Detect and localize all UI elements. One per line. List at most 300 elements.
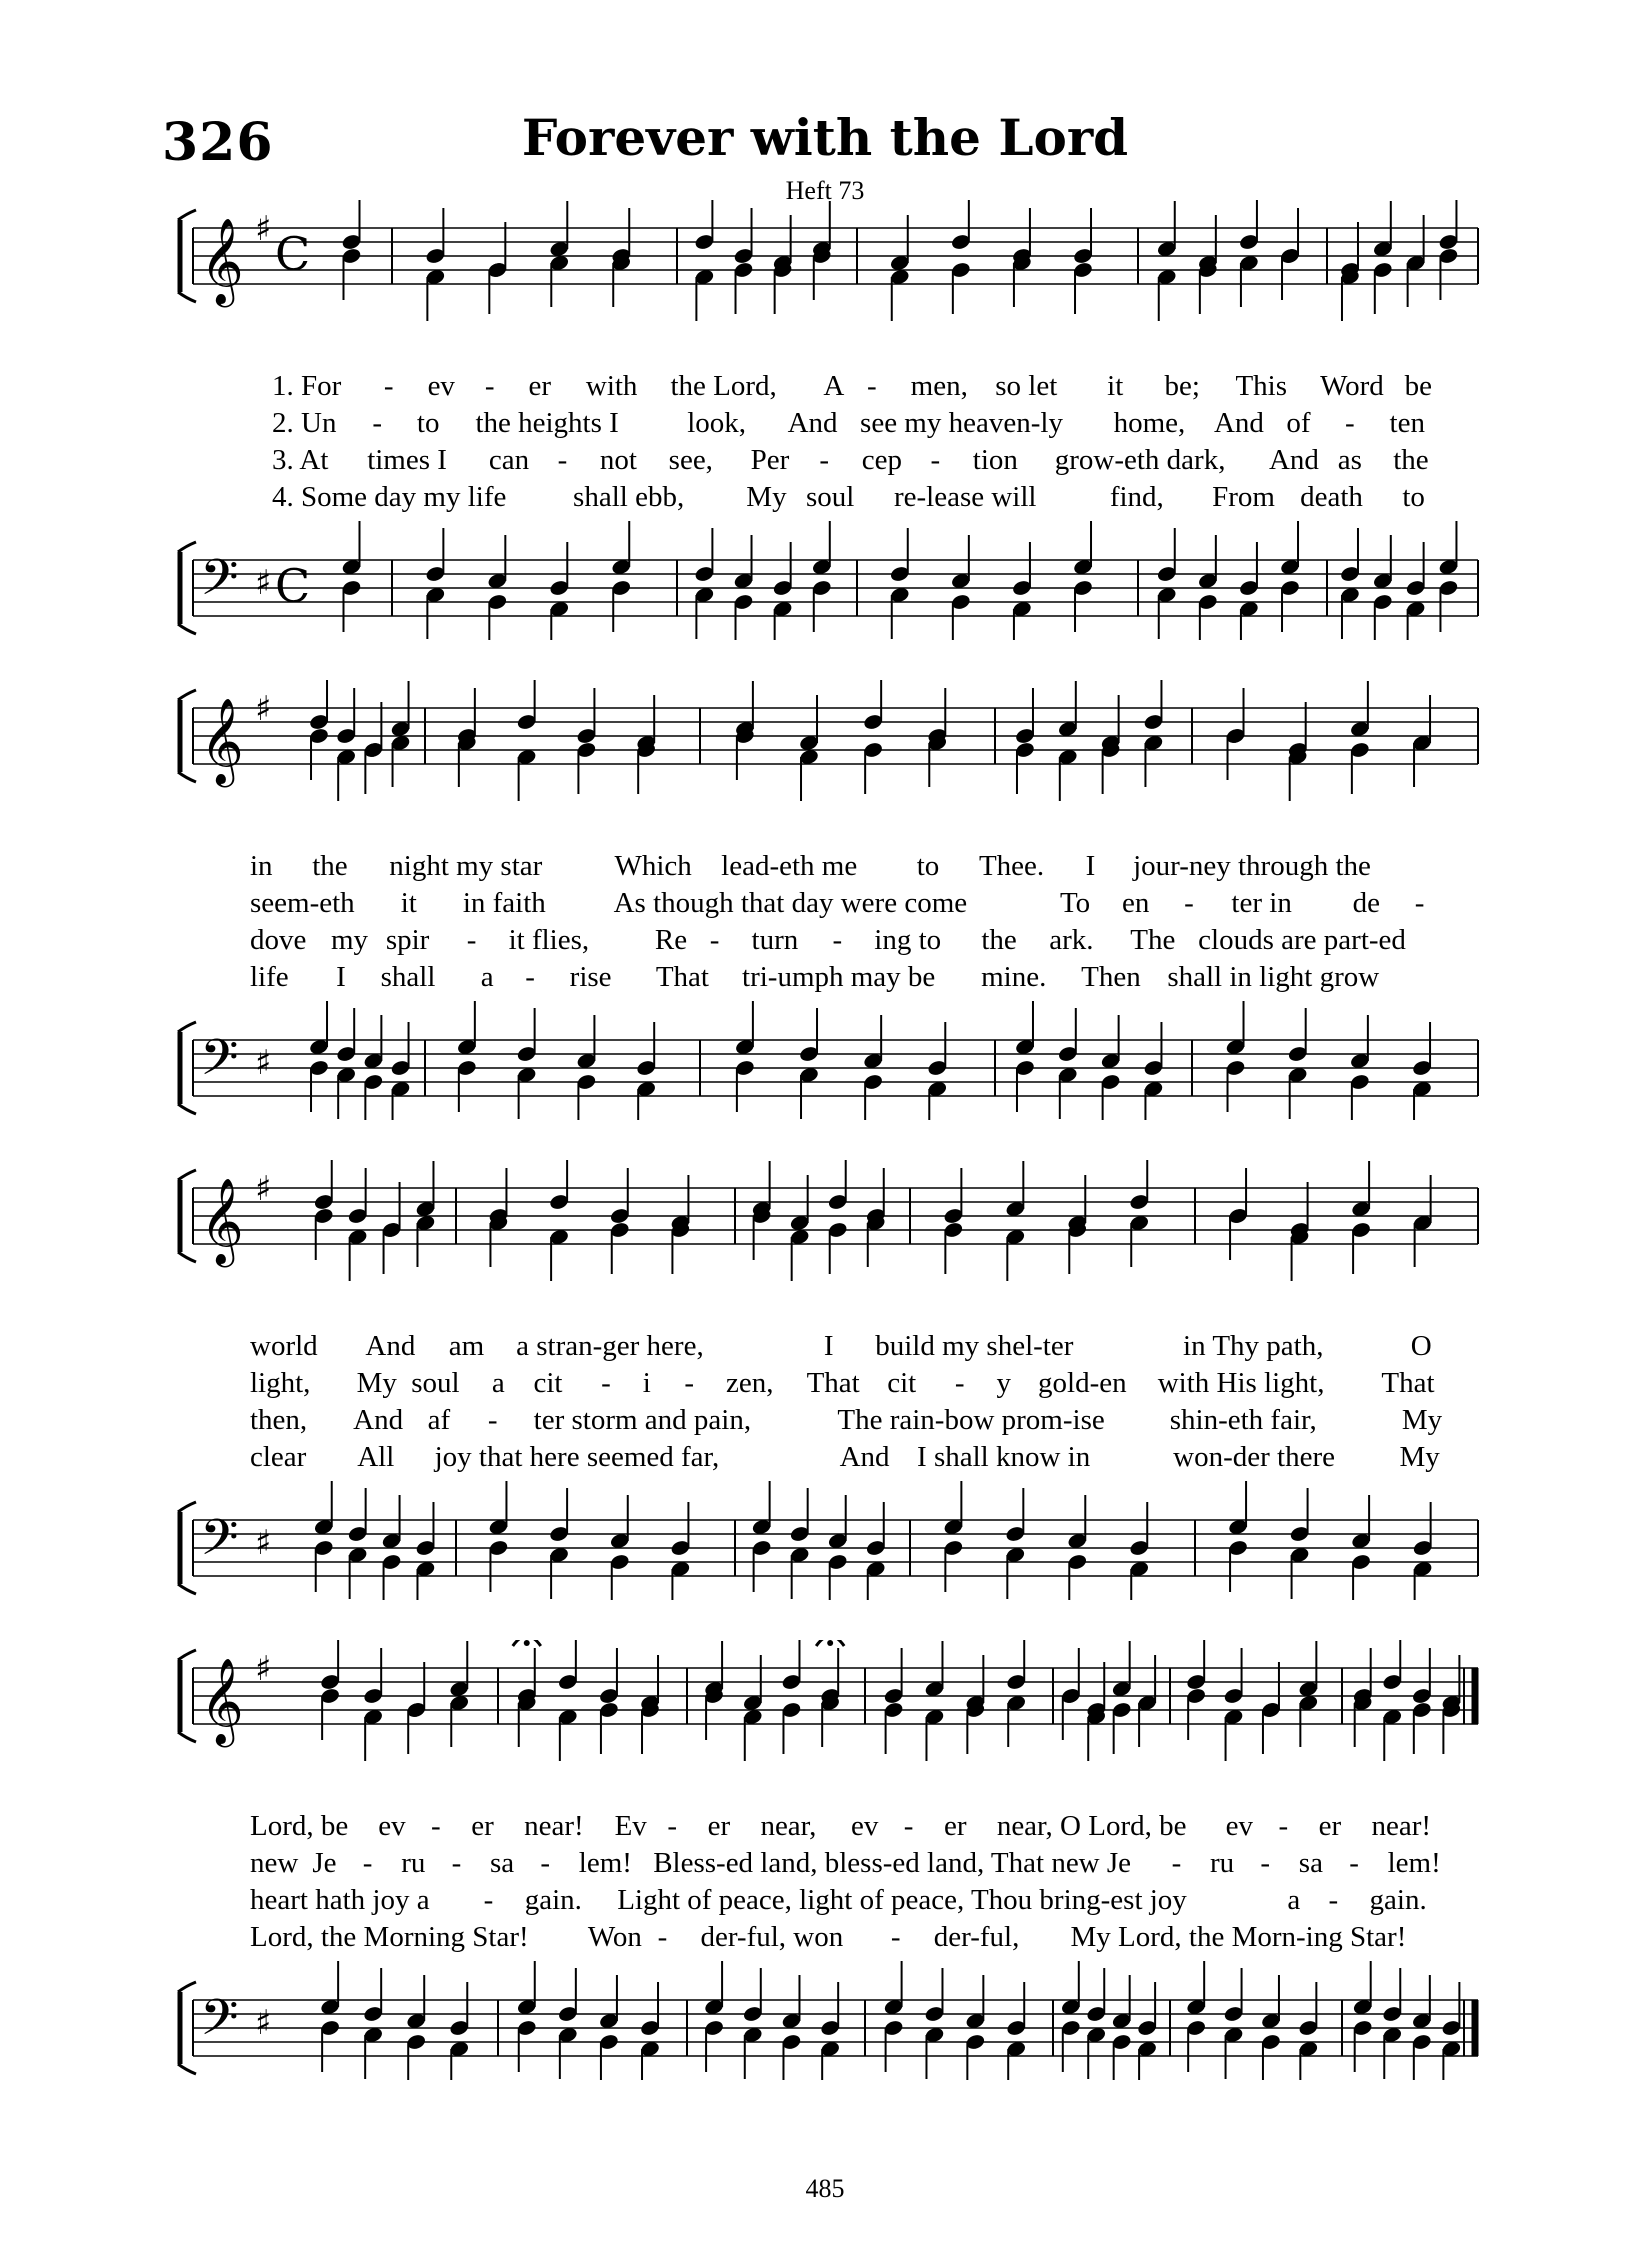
lyric-syllable: ev — [378, 1810, 406, 1842]
lyric-syllable: My — [356, 1367, 397, 1399]
lyric-syllable: joy that here seemed far, — [434, 1441, 720, 1473]
note-chord — [1072, 208, 1093, 314]
note-chord — [1289, 1182, 1310, 1281]
lyric-syllable: seem-eth — [250, 887, 355, 919]
note-chord — [1006, 1982, 1027, 2080]
lyric-syllable: My — [1401, 1404, 1443, 1436]
lyric-syllable: find, — [1109, 481, 1164, 513]
lyric-syllable: world — [250, 1330, 318, 1362]
lyric-line-verse-2 — [0, 885, 1650, 921]
lyric-syllable: - — [819, 444, 830, 476]
lyric-syllable: sa — [490, 1847, 515, 1879]
lyric-syllable: home, — [1113, 407, 1186, 439]
note-chord — [1223, 1968, 1244, 2079]
lyric-syllable: - — [667, 1810, 678, 1842]
lyric-syllable: - — [709, 924, 720, 956]
note-chord — [1412, 1502, 1433, 1600]
lyric-line-verse-1 — [0, 368, 1650, 404]
lyric-syllable: shall in light grow — [1167, 961, 1380, 993]
note-chord — [598, 1648, 619, 1754]
lyric-syllable: Thee. — [978, 850, 1045, 882]
note-chord — [557, 1968, 578, 2079]
lyric-syllable: am — [448, 1330, 485, 1362]
lyric-syllable: er — [528, 370, 552, 402]
music-system-4 — [0, 1640, 1650, 2080]
lyric-syllable: - — [383, 370, 394, 402]
note-chord — [1006, 1640, 1027, 1747]
lyric-syllable: it — [1107, 370, 1124, 402]
note-chord — [772, 542, 793, 640]
note-chord — [516, 680, 537, 801]
lyric-syllable: the Lord, — [670, 370, 777, 402]
lyric-syllable: To — [1059, 887, 1091, 919]
note-chord — [1287, 702, 1308, 801]
note-chord — [1005, 1161, 1026, 1281]
time-signature: C — [275, 559, 311, 613]
note-chord — [1129, 1160, 1150, 1267]
lyric-syllable: - — [1349, 1847, 1359, 1879]
note-chord — [1223, 1648, 1244, 1761]
lyric-syllable: This — [1235, 370, 1288, 402]
lyric-syllable: 1. For — [272, 370, 342, 402]
lyric-syllable: soul — [411, 1367, 460, 1399]
note-chord — [734, 681, 755, 780]
lyric-syllable: I — [823, 1330, 834, 1362]
lyric-syllable: And — [839, 1441, 890, 1473]
note-chord — [1382, 1640, 1403, 1761]
note-chord — [1086, 1968, 1107, 2079]
note-chord — [811, 201, 832, 300]
lyric-syllable: to — [1402, 481, 1425, 513]
note-chord — [415, 1161, 436, 1267]
note-chord — [742, 1655, 763, 1761]
bracket-hook — [178, 772, 196, 782]
lyric-syllable: - — [451, 1847, 462, 1879]
lyric-syllable: - — [1184, 887, 1194, 919]
note-chord — [1382, 1968, 1403, 2079]
lyric-syllable: shall ebb, — [573, 481, 685, 513]
lyric-syllable: clouds are part-ed — [1198, 924, 1406, 956]
bracket-hook — [178, 1732, 196, 1742]
lyric-syllable: Je — [312, 1847, 337, 1879]
lyric-line-verse-2 — [0, 405, 1650, 441]
lyric-syllable: 4. Some day my life — [272, 481, 507, 513]
note-chord — [1011, 208, 1032, 307]
lyric-line-verse-1 — [0, 1328, 1650, 1364]
lyric-line-verse-3 — [0, 442, 1650, 478]
lyric-syllable: lem! — [1387, 1847, 1441, 1879]
note-chord — [1289, 1488, 1310, 1599]
bracket-hook — [178, 1650, 196, 1660]
lyric-syllable: a stran-ger here, — [516, 1330, 704, 1362]
note-chord — [670, 1175, 691, 1274]
lyric-line-verse-4 — [0, 1919, 1650, 1955]
note-chord — [1411, 1022, 1432, 1120]
lyric-syllable: Then — [1081, 961, 1141, 993]
lyric-syllable: night my star — [389, 850, 543, 882]
lyric-syllable: in faith — [462, 887, 546, 919]
note-chord — [889, 528, 910, 639]
lyric-syllable: And — [1213, 407, 1264, 439]
key-signature-sharp: ♯ — [255, 1649, 272, 1689]
lyric-syllable: My — [746, 481, 787, 513]
lyric-syllable: ev — [1225, 1810, 1253, 1842]
note-chord — [1111, 1641, 1132, 1754]
note-chord — [703, 1641, 724, 1740]
note-chord — [798, 695, 819, 801]
note-chord — [1100, 695, 1121, 794]
lyric-syllable: All — [357, 1441, 395, 1473]
note-chord — [313, 1160, 334, 1260]
lyric-line-verse-3 — [0, 922, 1650, 958]
lyric-syllable: - — [362, 1847, 373, 1879]
lyric-line-verse-2 — [0, 1365, 1650, 1401]
bracket-hook — [178, 542, 196, 552]
lyric-syllable: be — [1404, 370, 1433, 402]
note-chord — [1057, 681, 1078, 801]
note-chord — [636, 695, 657, 794]
lyric-syllable: shall — [380, 961, 436, 993]
key-signature-sharp: ♯ — [255, 689, 272, 729]
lyric-syllable: grow-eth dark, — [1054, 444, 1226, 476]
note-chord — [1086, 1662, 1107, 1761]
lyric-syllable: cit — [887, 1367, 917, 1399]
lyric-syllable: Won — [587, 1921, 642, 1953]
note-chord — [549, 201, 570, 307]
note-chord — [1136, 1655, 1157, 1747]
lyric-syllable: The rain-bow prom-ise — [837, 1404, 1105, 1436]
note-chord — [1129, 1502, 1150, 1600]
treble-clef: 𝄞 — [200, 698, 244, 784]
lyric-syllable: as — [1337, 444, 1362, 476]
lyric-syllable: ev — [427, 370, 455, 402]
lyric-syllable: sa — [1298, 1847, 1323, 1879]
lyric-syllable: with His light, — [1157, 1367, 1325, 1399]
lyric-syllable: - — [684, 1367, 694, 1399]
lyric-syllable: gain. — [524, 1884, 582, 1916]
lyric-syllable: the — [312, 850, 348, 882]
note-chord — [927, 688, 948, 787]
lyric-syllable: Re — [654, 924, 688, 956]
bracket-hook — [178, 1584, 196, 1594]
lyric-syllable: My — [1399, 1441, 1440, 1473]
note-chord — [415, 1502, 436, 1600]
note-chord — [1227, 1168, 1248, 1260]
note-chord — [1156, 528, 1177, 639]
key-signature-sharp: ♯ — [255, 2003, 272, 2043]
note-chord — [1197, 215, 1218, 314]
note-chord — [1441, 1655, 1462, 1754]
lyric-syllable: heart hath joy a — [250, 1884, 430, 1916]
note-chord — [449, 1641, 470, 1747]
bracket-hook — [178, 210, 196, 220]
note-chord — [670, 1502, 691, 1600]
lyric-syllable: be; — [1164, 370, 1200, 402]
lyric-syllable: won-der there — [1173, 1441, 1335, 1473]
lyric-syllable: tri-umph may be — [742, 961, 936, 993]
lyric-syllable: lem! — [578, 1847, 632, 1879]
note-chord — [1225, 688, 1246, 780]
note-chord — [1339, 528, 1360, 639]
lyric-syllable: That — [806, 1367, 860, 1399]
lyric-syllable: The — [1130, 924, 1176, 956]
note-chord — [381, 1182, 402, 1274]
note-chord — [456, 688, 477, 787]
lyric-syllable: O — [1410, 1330, 1432, 1362]
note-chord — [1339, 222, 1360, 321]
note-chord — [781, 1640, 802, 1754]
lyric-syllable: And — [353, 1404, 404, 1436]
lyric-syllable: er — [707, 1810, 731, 1842]
lyric-syllable: soul — [805, 481, 855, 513]
lyric-syllable: it flies, — [508, 924, 590, 956]
music-system-3 — [0, 1160, 1650, 1600]
lyric-syllable: Lord, the Morning Star! — [250, 1921, 529, 1953]
lyric-syllable: of — [1286, 407, 1311, 439]
lyric-syllable: I shall know in — [917, 1441, 1091, 1473]
note-chord — [336, 1008, 357, 1119]
note-chord — [1438, 200, 1459, 300]
note-chord — [742, 1968, 763, 2079]
lyric-syllable: - — [1328, 1884, 1339, 1916]
lyric-syllable: life — [250, 961, 289, 993]
lyric-syllable: in — [250, 850, 273, 882]
note-chord — [924, 1641, 945, 1761]
lyric-syllable: That — [655, 961, 709, 993]
lyric-syllable: near! — [1371, 1810, 1432, 1842]
note-chord — [488, 1168, 509, 1267]
hymn-number: 326 — [162, 112, 274, 173]
lyric-syllable: - — [930, 444, 941, 476]
note-chord — [639, 1655, 660, 1754]
lyric-syllable: see my heaven-ly — [860, 407, 1063, 439]
bracket-hook — [178, 2064, 196, 2074]
fermata-dot — [524, 1640, 530, 1646]
note-chord — [347, 1488, 368, 1599]
note-chord — [336, 688, 357, 801]
lyric-line-verse-1 — [0, 1808, 1650, 1844]
note-chord — [798, 1008, 819, 1119]
note-chord — [865, 1502, 886, 1600]
lyric-syllable: - — [431, 1810, 441, 1842]
note-chord — [557, 1640, 578, 1761]
note-chord — [1349, 681, 1370, 794]
lyric-syllable: in Thy path, — [1183, 1330, 1324, 1362]
lyric-syllable: gold-en — [1038, 1367, 1127, 1399]
note-chord — [425, 528, 446, 639]
lyric-syllable: ter storm and pain, — [533, 1404, 752, 1436]
note-chord — [819, 1648, 840, 1747]
fermata-dot — [827, 1640, 833, 1646]
lyric-syllable: And — [1268, 444, 1319, 476]
lyric-syllable: My Lord, the Morn-ing Star! — [1070, 1921, 1407, 1953]
lyric-syllable: look, — [687, 407, 747, 439]
note-chord — [1143, 1022, 1164, 1120]
lyric-syllable: a — [491, 1367, 505, 1399]
note-chord — [576, 688, 597, 794]
note-chord — [924, 1968, 945, 2079]
lyric-syllable: 3. At — [272, 444, 329, 476]
note-chord — [965, 1655, 986, 1754]
lyric-syllable: ru — [401, 1847, 426, 1879]
key-signature-sharp: ♯ — [255, 209, 272, 249]
lyrics-block — [0, 368, 1650, 513]
note-chord — [1405, 542, 1426, 640]
lyric-syllable: can — [488, 444, 530, 476]
note-chord — [319, 1640, 340, 1740]
lyric-line-verse-1 — [0, 848, 1650, 884]
note-chord — [1005, 1488, 1026, 1599]
lyric-syllable: - — [372, 407, 382, 439]
note-chord — [1143, 680, 1164, 787]
note-chord — [347, 1168, 368, 1281]
lyric-syllable: turn — [751, 924, 799, 956]
note-chord — [789, 1488, 810, 1599]
page-number: 485 — [805, 2174, 845, 2203]
lyric-syllable: the — [1393, 444, 1429, 476]
note-chord — [1298, 1641, 1319, 1747]
lyric-syllable: then, — [250, 1404, 308, 1436]
note-chord — [362, 1968, 383, 2079]
lyric-syllable: light, — [250, 1367, 311, 1399]
hymn-title: Forever with the Lord — [521, 108, 1129, 167]
note-chord — [341, 200, 362, 300]
note-chord — [1441, 1982, 1462, 2080]
lyric-syllable: ter in — [1231, 887, 1292, 919]
note-chord — [390, 1022, 411, 1120]
lyric-syllable: times I — [367, 444, 447, 476]
key-signature-sharp: ♯ — [255, 563, 272, 603]
note-chord — [1411, 1648, 1432, 1754]
lyric-syllable: Lord, be — [250, 1810, 349, 1842]
lyric-line-verse-4 — [0, 479, 1650, 515]
lyrics-block — [0, 848, 1650, 993]
lyric-syllable: new — [250, 1847, 299, 1879]
note-chord — [1060, 1648, 1081, 1740]
note-chord — [1260, 1662, 1281, 1754]
treble-clef: 𝄞 — [200, 1658, 244, 1744]
lyric-syllable: - — [557, 444, 568, 476]
bracket-hook — [178, 1022, 196, 1032]
lyric-syllable: rise — [569, 961, 612, 993]
note-chord — [639, 1982, 660, 2080]
lyric-syllable: a — [480, 961, 494, 993]
note-chord — [862, 680, 883, 794]
note-chord — [1067, 1175, 1088, 1274]
lyric-syllable: men, — [910, 370, 968, 402]
lyric-syllable: so let — [995, 370, 1058, 402]
note-chord — [406, 1662, 427, 1754]
bass-clef: 𝄢 — [200, 1029, 239, 1099]
lyric-syllable: - — [601, 1367, 611, 1399]
note-chord — [1405, 215, 1426, 307]
lyric-syllable: ru — [1210, 1847, 1235, 1879]
lyric-syllable: As though that day were come — [613, 887, 968, 919]
bracket-hook — [178, 690, 196, 700]
note-chord — [1352, 1648, 1373, 1747]
lyric-syllable: gain. — [1369, 1884, 1427, 1916]
lyric-syllable: a — [1287, 1884, 1301, 1916]
lyric-syllable: From — [1212, 481, 1275, 513]
lyric-syllable: jour-ney through the — [1133, 850, 1371, 882]
bass-clef: 𝄢 — [200, 549, 239, 619]
lyric-syllable: to — [416, 407, 440, 439]
lyric-syllable: spir — [385, 924, 430, 956]
lyric-syllable: the — [981, 924, 1017, 956]
lyric-syllable: Which — [614, 850, 692, 882]
note-chord — [390, 681, 411, 787]
bracket-hook — [178, 1170, 196, 1180]
lyric-syllable: see, — [668, 444, 713, 476]
lyric-syllable: cit — [533, 1367, 563, 1399]
note-chord — [827, 1160, 848, 1274]
lyric-syllable: A — [823, 370, 845, 402]
note-chord — [1185, 1640, 1206, 1740]
lyric-syllable: - — [1414, 887, 1425, 919]
note-chord — [1136, 1982, 1157, 2080]
lyric-syllable: to — [916, 850, 940, 882]
lyric-syllable: - — [487, 1404, 498, 1436]
lyric-syllable: - — [903, 1810, 914, 1842]
note-chord — [865, 1168, 886, 1267]
lyric-syllable: er — [1318, 1810, 1342, 1842]
lyric-syllable: with — [585, 370, 638, 402]
note-chord — [772, 215, 793, 314]
lyric-syllable: build my shel-ter — [875, 1330, 1074, 1362]
lyric-syllable: the heights I — [475, 407, 619, 439]
lyric-syllable: Per — [750, 444, 790, 476]
lyric-syllable: - — [483, 1884, 494, 1916]
note-chord — [516, 1008, 537, 1119]
lyric-line-verse-3 — [0, 1402, 1650, 1438]
note-chord — [1238, 542, 1259, 640]
lyric-syllable: er — [944, 1810, 967, 1842]
lyric-syllable: de — [1352, 887, 1380, 919]
note-chord — [1011, 542, 1032, 640]
lyric-syllable: And — [787, 407, 838, 439]
note-chord — [927, 1022, 948, 1120]
lyric-line-verse-3 — [0, 1882, 1650, 1918]
lyric-syllable: Ev — [614, 1810, 647, 1842]
lyric-syllable: zen, — [725, 1367, 774, 1399]
lyric-syllable: my — [330, 924, 369, 956]
note-chord — [611, 208, 632, 307]
music-system-2 — [0, 680, 1650, 1120]
lyric-syllable: - — [832, 924, 843, 956]
music-system-1 — [0, 200, 1650, 640]
key-signature-sharp: ♯ — [255, 1169, 272, 1209]
note-chord — [1238, 200, 1259, 307]
note-chord — [733, 208, 754, 314]
lyric-syllable: - — [1171, 1847, 1182, 1879]
lyric-syllable: ev — [850, 1810, 879, 1842]
lyric-syllable: er — [471, 1810, 494, 1842]
note-chord — [883, 1648, 904, 1754]
lyric-syllable: en — [1122, 887, 1150, 919]
note-chord — [751, 1161, 772, 1260]
lyric-line-verse-4 — [0, 959, 1650, 995]
lyric-syllable: ark. — [1049, 924, 1094, 956]
note-chord — [1279, 208, 1300, 300]
note-chord — [1350, 1161, 1371, 1274]
lyric-syllable: re-lease will — [893, 481, 1037, 513]
note-chord — [1298, 1982, 1319, 2080]
lyric-syllable: Light of peace, light of peace, Thou bring-est joy — [617, 1884, 1187, 1916]
lyric-syllable: near! — [524, 1810, 584, 1842]
lyric-syllable: That — [1381, 1367, 1435, 1399]
lyric-syllable: near, — [760, 1810, 817, 1842]
treble-clef: 𝄞 — [200, 1178, 244, 1264]
